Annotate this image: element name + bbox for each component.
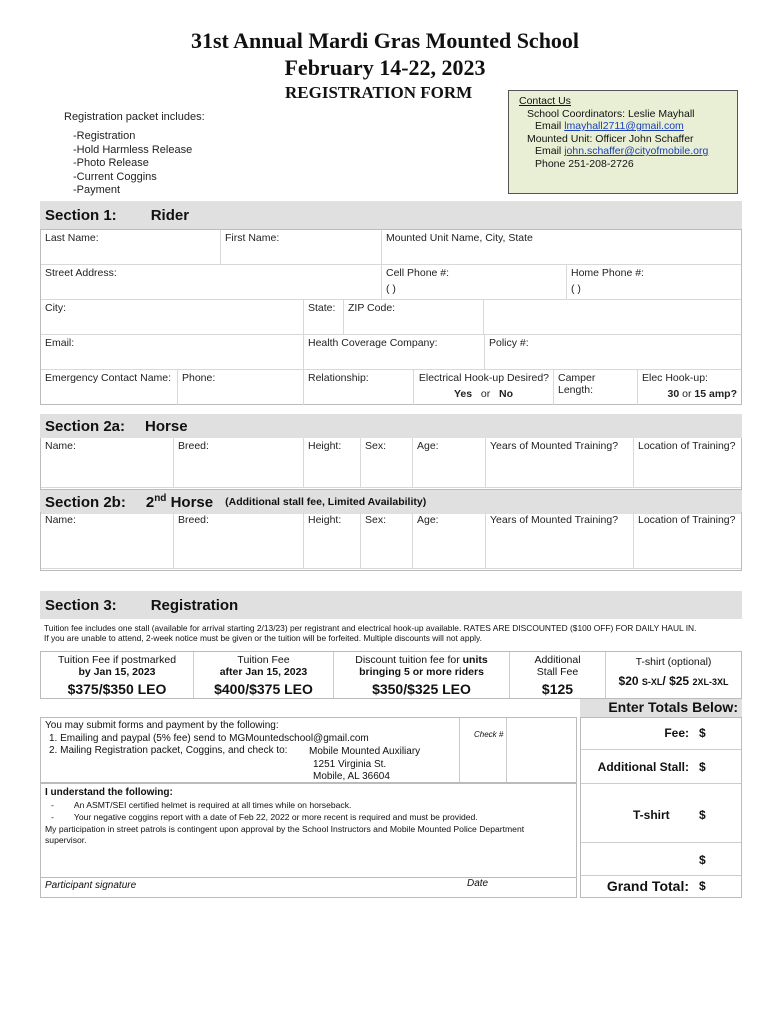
elec-hookup-field[interactable]: Elec Hook-up: 30 or 15 amp? <box>642 372 737 400</box>
horse-sex-field[interactable]: Sex: <box>361 438 413 488</box>
emergency-contact-field[interactable]: Emergency Contact Name: <box>41 370 178 405</box>
zip-field[interactable]: ZIP Code: <box>344 300 484 335</box>
first-name-field[interactable]: First Name: <box>221 230 382 265</box>
horse-age-field[interactable]: Age: <box>413 438 486 488</box>
fee-tshirt: T-shirt (optional) $20 S-XL/ $25 2XL-3XL <box>618 656 729 688</box>
fees-table <box>40 651 742 699</box>
fee-late: Tuition Fee after Jan 15, 2023 $400/$375 LEO <box>194 652 334 698</box>
packet-item: -Hold Harmless Release <box>73 143 193 156</box>
unit-name-field[interactable]: Mounted Unit Name, City, State <box>382 230 741 265</box>
section3-note: Tuition fee includes one stall (available for arrival starting 2/13/23) per registrant and electrical hook-up available. RATES ARE DISCOUNTED ($100 OFF) FOR DAILY HAUL IN. If you are unable to attend, 2-week notice must be given or the tuition will be forfeited. Multiple discounts will not apply. <box>44 623 697 643</box>
section2a-title: Horse <box>145 417 188 435</box>
participation-note: My participation in street patrols is contingent upon approval by the School Instructors and Mobile Mounted Police Department supervisor. <box>45 824 525 845</box>
packet-item: -Registration <box>73 130 136 142</box>
cell-phone-field[interactable]: Cell Phone #: ( ) <box>382 265 567 300</box>
camper-length-field[interactable]: Camper Length: <box>554 370 638 405</box>
mailing-address: Mobile Mounted Auxiliary 1251 Virginia St. Mobile, AL 36604 <box>309 746 421 782</box>
helmet-requirement: An ASMT/SEI certified helmet is required at all times while on horseback. <box>73 800 352 810</box>
rider-grid <box>40 229 742 405</box>
fee-stall: Additional Stall Fee $125 <box>510 652 606 698</box>
contact-phone: Phone 251-208-2726 <box>535 157 634 170</box>
electrical-desired-field[interactable]: Electrical Hook-up Desired? Yes or No <box>414 370 554 405</box>
email-field[interactable]: Email: <box>41 335 304 370</box>
email-label: Email <box>535 120 565 132</box>
section3-title: Registration <box>150 596 239 614</box>
horse-grid <box>40 438 742 490</box>
horse-training-location-field[interactable]: Location of Training? <box>634 438 741 488</box>
yes-option[interactable]: Yes <box>454 388 473 400</box>
payment-box <box>40 717 577 783</box>
packet-item: -Photo Release <box>73 157 149 169</box>
packet-heading: Registration packet includes: <box>64 111 205 123</box>
city-field[interactable]: City: <box>41 300 304 335</box>
section2b-header <box>40 490 742 514</box>
home-phone-field[interactable]: Home Phone #: ( ) <box>567 265 741 300</box>
amp-15-option[interactable]: 15 amp? <box>694 388 737 400</box>
packet-item: -Current Coggins <box>73 170 157 183</box>
officer-email-link[interactable]: john.schaffer@cityofmobile.org <box>564 145 709 157</box>
relationship-field[interactable]: Relationship: <box>304 370 414 405</box>
amp-30-option[interactable]: 30 <box>667 388 680 400</box>
section1-title: Rider <box>150 206 190 224</box>
policy-field[interactable]: Policy #: <box>485 335 741 370</box>
totals-heading: Enter Totals Below: <box>580 699 742 717</box>
no-option[interactable]: No <box>498 388 513 400</box>
section3-header <box>40 591 742 619</box>
payment-option-mail: 2. Mailing Registration packet, Coggins, and check to: <box>49 745 288 756</box>
health-coverage-field[interactable]: Health Coverage Company: <box>304 335 485 370</box>
horse-training-years-field[interactable]: Years of Mounted Training? <box>486 438 634 488</box>
check-number-field[interactable]: Check # <box>459 718 507 782</box>
last-name-field[interactable]: Last Name: <box>41 230 221 265</box>
second-horse-grid <box>40 512 742 571</box>
fee-total-field[interactable]: Fee: $ <box>581 718 741 750</box>
section2a-header <box>40 414 742 438</box>
horse-height-field[interactable]: Height: <box>304 438 361 488</box>
contact-heading: Contact Us <box>519 95 571 107</box>
understand-heading: I understand the following: <box>45 787 173 798</box>
horse2-training-years-field[interactable]: Years of Mounted Training? <box>486 512 634 569</box>
additional-stall-total-field[interactable]: Additional Stall: $ <box>581 750 741 784</box>
blank-cell <box>484 300 741 335</box>
coordinator-email-link[interactable]: lmayhall2711@gmail.com <box>564 120 684 132</box>
tshirt-total-field[interactable]: T-shirt $ <box>581 784 741 843</box>
section2b-number: Section 2b: <box>45 493 126 511</box>
coordinators: School Coordinators: Leslie Mayhall <box>527 107 695 120</box>
section3-number: Section 3: <box>45 596 117 614</box>
state-field[interactable]: State: <box>304 300 344 335</box>
street-address-field[interactable]: Street Address: <box>41 265 382 300</box>
horse2-training-location-field[interactable]: Location of Training? <box>634 512 741 569</box>
email-label: Email <box>535 145 565 157</box>
section1-number: Section 1: <box>45 206 117 224</box>
fee-early: Tuition Fee if postmarked by Jan 15, 2023 $375/$350 LEO <box>41 652 194 698</box>
coggins-requirement: Your negative coggins report with a date of Feb 22, 2022 or more recent is required and must be provided. <box>73 812 478 822</box>
horse2-height-field[interactable]: Height: <box>304 512 361 569</box>
signature-date-label: Date <box>467 878 489 889</box>
packet-item: -Payment <box>73 184 121 196</box>
payment-option-email: 1. Emailing and paypal (5% fee) send to MGMountedschool@gmail.com <box>49 732 369 744</box>
horse2-sex-field[interactable]: Sex: <box>361 512 413 569</box>
contact-box <box>508 90 738 194</box>
section2b-title: 2nd Horse <box>145 493 214 511</box>
understand-box: I understand the following: - An ASMT/SEI certified helmet is required at all times while on horseback. - Your negative coggins report with a date of Feb 22, 2022 or more recent is required and must be provided. My participation in street patrols is contingent upon approval by the School Instructors and Mobile Mounted Police Department supervisor. <box>40 783 577 878</box>
fee-discount: Discount tuition fee for units bringing 5 or more riders $350/$325 LEO <box>334 652 510 698</box>
emergency-phone-field[interactable]: Phone: <box>178 370 304 405</box>
horse2-breed-field[interactable]: Breed: <box>174 512 304 569</box>
form-name: REGISTRATION FORM <box>285 83 473 102</box>
packet-list <box>73 130 192 198</box>
mounted-unit: Mounted Unit: Officer John Schaffer <box>527 132 694 145</box>
event-title: 31st Annual Mardi Gras Mounted School <box>190 28 580 53</box>
totals-panel <box>580 717 742 898</box>
section2a-number: Section 2a: <box>45 417 126 435</box>
event-dates: February 14-22, 2023 <box>284 55 486 80</box>
section1-header <box>40 201 742 229</box>
horse2-age-field[interactable]: Age: <box>413 512 486 569</box>
horse-name-field[interactable]: Name: <box>41 438 174 488</box>
signature-row[interactable] <box>40 878 577 898</box>
grand-total-field[interactable]: Grand Total: $ <box>606 878 706 894</box>
extra-total-field[interactable]: $ <box>581 843 741 876</box>
participant-signature-label: Participant signature <box>45 880 137 891</box>
payment-intro: You may submit forms and payment by the following: <box>45 720 279 731</box>
horse-breed-field[interactable]: Breed: <box>174 438 304 488</box>
section2b-note: (Additional stall fee, Limited Availability) <box>225 496 427 508</box>
horse2-name-field[interactable]: Name: <box>41 512 174 569</box>
